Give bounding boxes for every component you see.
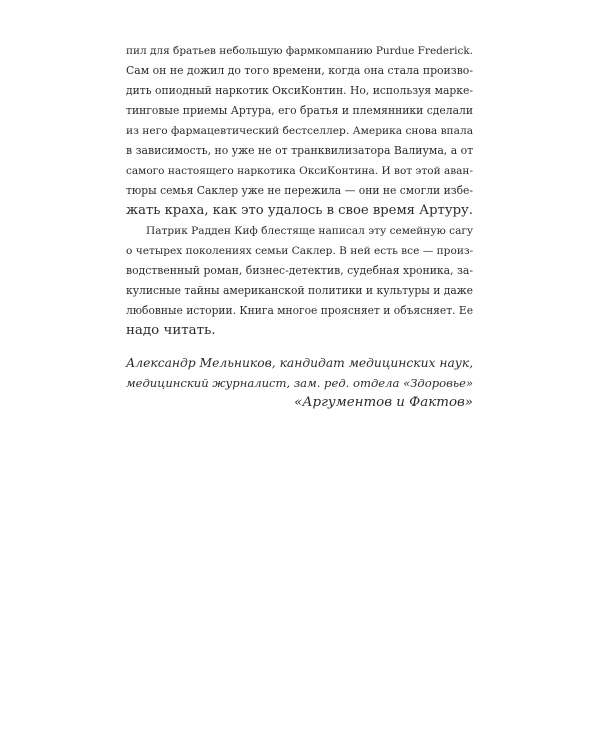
text-line: любовные истории. Книга многое проясняет и объясняет. Ее bbox=[126, 304, 473, 317]
text-line: кулисные тайны американской политики и культуры и даже bbox=[126, 284, 473, 297]
signature-line: Александр Мельников, кандидат медицинских наук, bbox=[126, 356, 474, 370]
text-line: водственный роман, бизнес-детектив, судебная хроника, за- bbox=[126, 264, 473, 277]
text-line: самого настоящего наркотика ОксиКонтина. И вот этой аван- bbox=[126, 165, 473, 177]
text-line: тюры семья Саклер уже не пережила — они не смогли избе- bbox=[126, 184, 473, 197]
page-content bbox=[126, 41, 473, 413]
text-line: дить опиодный наркотик ОксиКонтин. Но, используя марке- bbox=[126, 84, 473, 97]
text-line: Сам он не дожил до того времени, когда она стала произво- bbox=[126, 64, 473, 77]
text-line: жать краха, как это удалось в свое время Артуру. bbox=[126, 203, 473, 218]
paragraph-1 bbox=[126, 41, 473, 221]
author-signature bbox=[126, 353, 473, 413]
text-line: пил для братьев небольшую фармкомпанию Purdue Frederick. bbox=[126, 45, 473, 57]
signature-line: «Аргументов и Фактов» bbox=[294, 395, 473, 410]
text-line: тинговые приемы Артура, его братья и племянники сделали bbox=[126, 104, 473, 117]
signature-line: медицинский журналист, зам. ред. отдела «Здоровье» bbox=[126, 376, 474, 390]
paragraph-2 bbox=[126, 221, 473, 341]
text-line: надо читать. bbox=[126, 323, 216, 338]
text-line: о четырех поколениях семьи Саклер. В ней есть все — произ- bbox=[126, 245, 474, 257]
text-line: Патрик Радден Киф блестяще написал эту семейную сагу bbox=[146, 225, 474, 237]
text-line: из него фармацевтический бестселлер. Америка снова впала bbox=[126, 124, 474, 137]
text-line: в зависимость, но уже не от транквилизатора Валиума, а от bbox=[126, 144, 474, 157]
